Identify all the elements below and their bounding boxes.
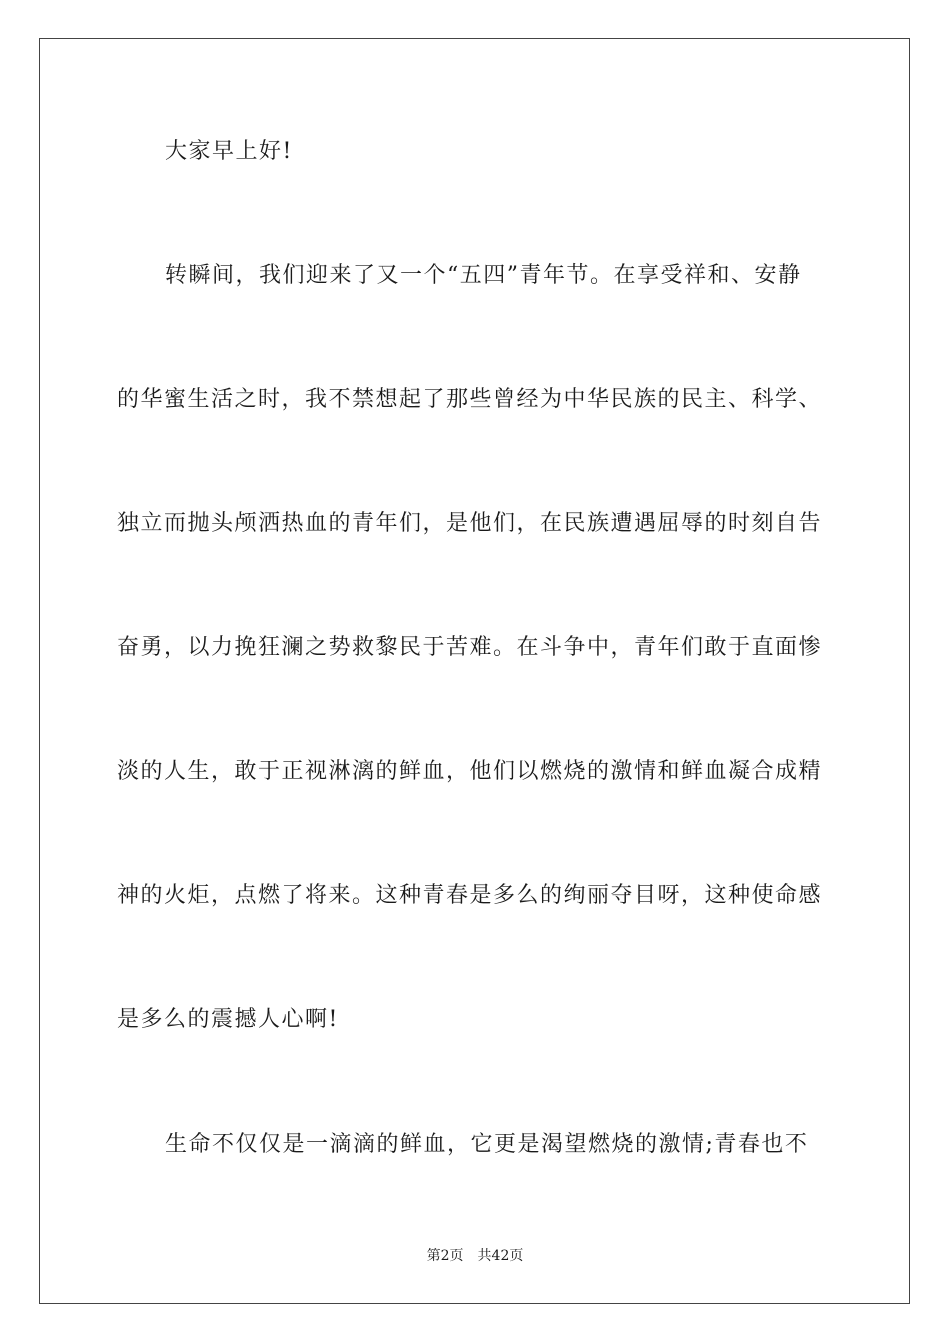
paragraph-line: 的华蜜生活之时，我不禁想起了那些曾经为中华民族的民主、科学、 [117, 387, 823, 412]
paragraph-line: 神的火炬，点燃了将来。这种青春是多么的绚丽夺目呀，这种使命感 [117, 883, 823, 908]
paragraph-line: 生命不仅仅是一滴滴的鲜血，它更是渴望燃烧的激情;青春也不 [165, 1132, 809, 1157]
paragraph-line: 奋勇，以力挽狂澜之势救黎民于苦难。在斗争中，青年们敢于直面惨 [117, 635, 823, 660]
paragraph-line: 转瞬间，我们迎来了又一个“五四”青年节。在享受祥和、安静 [165, 263, 802, 288]
page-footer [0, 1246, 950, 1266]
paragraph-line: 独立而抛头颅洒热血的青年们，是他们，在民族遭遇屈辱的时刻自告 [117, 511, 823, 536]
paragraph-line: 大家早上好! [165, 139, 293, 164]
page-number: 第2页 [426, 1248, 464, 1264]
paragraph-line: 是多么的震撼人心啊! [117, 1007, 339, 1032]
total-pages: 共42页 [477, 1248, 524, 1264]
paragraph-line: 淡的人生，敢于正视淋漓的鲜血，他们以燃烧的激情和鲜血凝合成精 [117, 759, 823, 784]
page-border [39, 38, 910, 1304]
